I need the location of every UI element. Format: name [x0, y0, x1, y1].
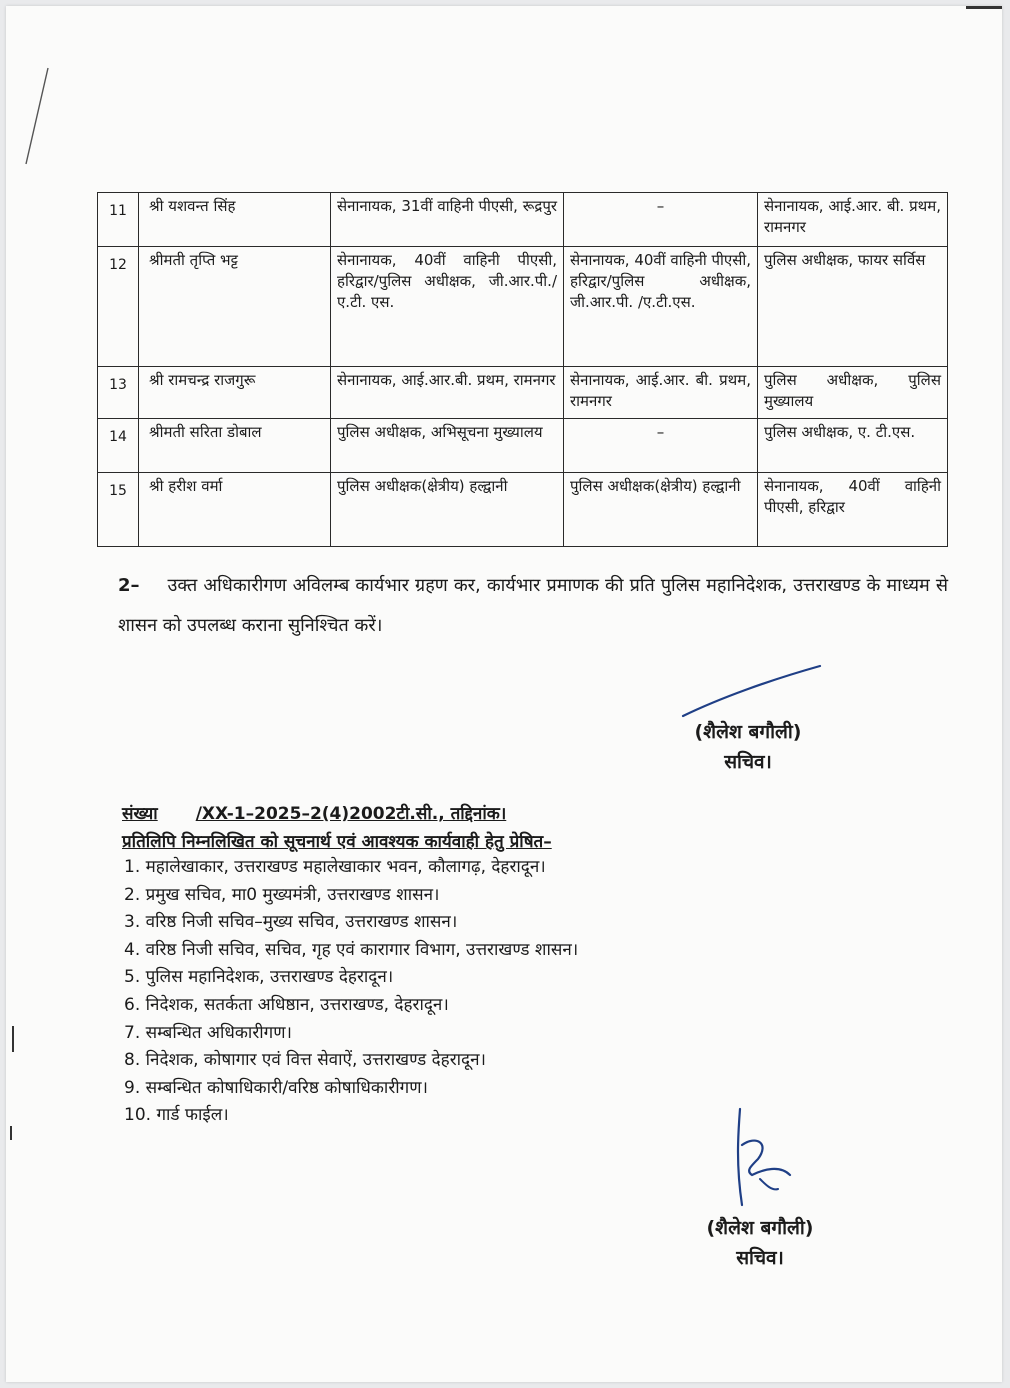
signature-stroke-1: [680, 660, 825, 720]
serial-number: 12: [98, 247, 139, 367]
reference-number-line: [122, 800, 842, 828]
signature-stroke-2: [730, 1105, 800, 1215]
serial-number: 15: [98, 473, 139, 547]
current-post: सेनानायक, आई.आर.बी. प्रथम, रामनगर: [331, 367, 564, 419]
additional-charge: सेनानायक, आई.आर. बी. प्रथम, रामनगर: [564, 367, 758, 419]
officer-name: श्री यशवन्त सिंह: [139, 193, 331, 247]
signature-block-2: [680, 1213, 840, 1273]
list-item: 5. पुलिस महानिदेशक, उत्तराखण्ड देहरादून।: [124, 967, 394, 988]
officer-name: श्रीमती तृप्ति भट्ट: [139, 247, 331, 367]
scan-edge-line-top: [966, 6, 1002, 9]
new-post: सेनानायक, 40वीं वाहिनी पीएसी, हरिद्वार: [758, 473, 948, 547]
list-item: 3. वरिष्ठ निजी सचिव–मुख्य सचिव, उत्तराखण्ड शासन।: [124, 912, 458, 933]
signatory-designation: सचिव।: [736, 1247, 784, 1269]
serial-number: 13: [98, 367, 139, 419]
new-post: पुलिस अधीक्षक, ए. टी.एस.: [758, 419, 948, 473]
paragraph-number: 2–: [118, 575, 140, 596]
table-row: [98, 247, 948, 367]
new-post: पुलिस अधीक्षक, फायर सर्विस: [758, 247, 948, 367]
current-post: सेनानायक, 40वीं वाहिनी पीएसी, हरिद्वार/पुलिस अधीक्षक, जी.आर.पी./ए.टी. एस.: [331, 247, 564, 367]
list-item: 10. गार्ड फाईल।: [124, 1105, 229, 1126]
signatory-name: (शैलेश बगौली): [706, 1217, 814, 1239]
list-item: 4. वरिष्ठ निजी सचिव, सचिव, गृह एवं कारागार विभाग, उत्तराखण्ड शासन।: [124, 939, 579, 960]
current-post: पुलिस अधीक्षक(क्षेत्रीय) हल्द्वानी: [331, 473, 564, 547]
serial-number: 11: [98, 193, 139, 247]
list-item: 9. सम्बन्धित कोषाधिकारी/वरिष्ठ कोषाधिकारीगण।: [124, 1077, 428, 1098]
signatory-designation: सचिव।: [724, 751, 772, 773]
posting-table: [97, 192, 948, 547]
paragraph-text: उक्त अधिकारीगण अविलम्ब कार्यभार ग्रहण कर, कार्यभार प्रमाणक की प्रति पुलिस महानिदेशक, उत्तराखण्ड के माध्यम से शासन को उपलब्ध कराना सुनिश्चित करें।: [118, 575, 948, 636]
additional-charge: –: [564, 193, 758, 247]
list-item: 6. निदेशक, सतर्कता अधिष्ठान, उत्तराखण्ड, देहरादून।: [124, 994, 449, 1015]
list-item: 1. महालेखाकार, उत्तराखण्ड महालेखाकार भवन, कौलागढ़, देहरादून।: [124, 857, 546, 877]
new-post: पुलिस अधीक्षक, पुलिस मुख्यालय: [758, 367, 948, 419]
table-row: [98, 419, 948, 473]
serial-number: 14: [98, 419, 139, 473]
scan-edge-mark-left: [22, 66, 52, 166]
officer-name: श्री रामचन्द्र राजगुरू: [139, 367, 331, 419]
additional-charge: पुलिस अधीक्षक(क्षेत्रीय) हल्द्वानी: [564, 473, 758, 547]
additional-charge: –: [564, 419, 758, 473]
table-row: [98, 193, 948, 247]
list-item: 7. सम्बन्धित अधिकारीगण।: [124, 1022, 292, 1043]
officer-name: श्रीमती सरिता डोबाल: [139, 419, 331, 473]
officer-name: श्री हरीश वर्मा: [139, 473, 331, 547]
reference-block: [122, 800, 842, 856]
reference-label: संख्या: [122, 804, 158, 824]
table-row: [98, 473, 948, 547]
signatory-name: (शैलेश बगौली): [694, 721, 802, 743]
new-post: सेनानायक, आई.आर. बी. प्रथम, रामनगर: [758, 193, 948, 247]
copy-recipient-list: [124, 854, 578, 1130]
additional-charge: सेनानायक, 40वीं वाहिनी पीएसी, हरिद्वार/पुलिस अधीक्षक, जी.आर.पी. /ए.टी.एस.: [564, 247, 758, 367]
current-post: पुलिस अधीक्षक, अभिसूचना मुख्यालय: [331, 419, 564, 473]
table-row: [98, 367, 948, 419]
reference-number: /XX-1–2025–2(4)2002टी.सी., तद्दिनांक।: [195, 804, 507, 824]
current-post: सेनानायक, 31वीं वाहिनी पीएसी, रूद्रपुर: [331, 193, 564, 247]
scan-edge-tick-left-2: [10, 1126, 12, 1140]
instruction-paragraph: [118, 566, 948, 646]
list-item: 8. निदेशक, कोषागार एवं वित्त सेवाऐं, उत्तराखण्ड देहरादून।: [124, 1050, 486, 1071]
list-item: 2. प्रमुख सचिव, मा0 मुख्यमंत्री, उत्तराखण्ड शासन।: [124, 884, 440, 905]
scan-edge-tick-left-1: [12, 1026, 14, 1052]
signature-block-1: [668, 717, 828, 777]
copy-heading: प्रतिलिपि निम्नलिखित को सूचनार्थ एवं आवश्यक कार्यवाही हेतु प्रेषित–: [122, 832, 552, 852]
